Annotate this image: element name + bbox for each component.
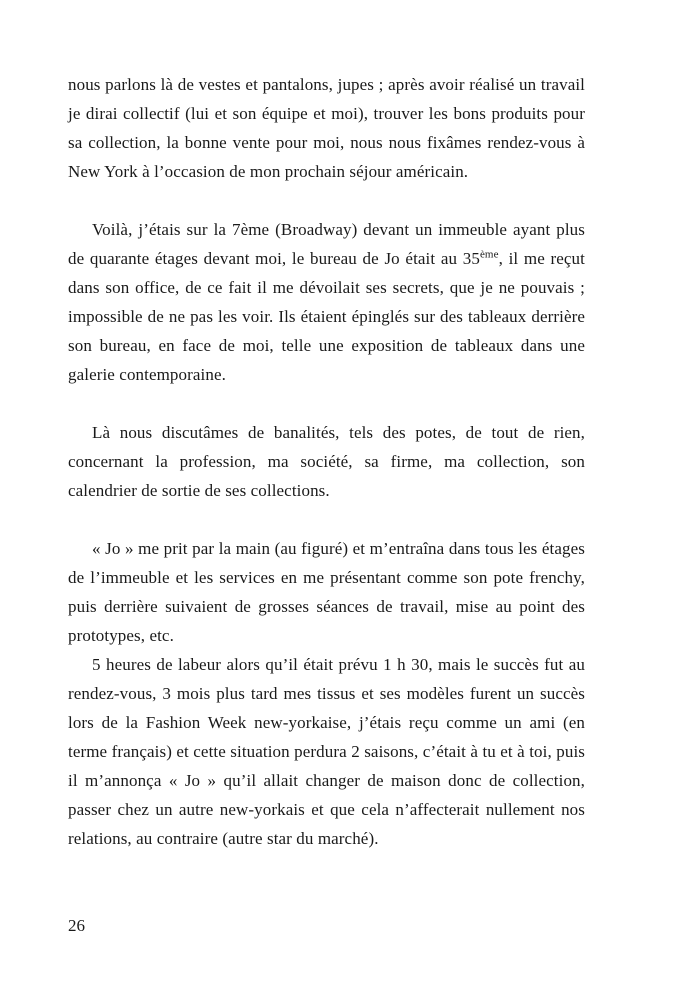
paragraph: « Jo » me prit par la main (au figuré) et m’entraîna dans tous les étages de l’immeuble et les services en me présentant comme son pote frenchy, puis derrière suivaient de grosses séances de travail, mise au point des prototypes, etc.	[68, 539, 585, 645]
page-text	[68, 70, 585, 853]
paragraph: Voilà, j’étais sur la 7ème (Broadway) devant un immeuble ayant plus de quarante étages devant moi, le bureau de Jo était au 35ème, il me reçut dans son office, de ce fait il me dévoilait ses secrets, que je ne pouvais ; impossible de ne pas les voir. Ils étaient épinglés sur des tableaux derrière son bureau, en face de moi, telle une exposition de tableaux dans une galerie contemporaine.	[68, 220, 585, 384]
paragraph: 5 heures de labeur alors qu’il était prévu 1 h 30, mais le succès fut au rendez-vous, 3 mois plus tard mes tissus et ses modèles furent un succès lors de la Fashion Week new-yorkaise, j’étais reçu comme un ami (en terme français) et cette situation perdura 2 saisons, c’était à tu et à toi, puis il m’annonça « Jo » qu’il allait changer de maison donc de collection, passer chez un autre new-yorkais et que cela n’affecterait nullement nos relations, au contraire (autre star du marché).	[68, 655, 585, 848]
paragraph: Là nous discutâmes de banalités, tels des potes, de tout de rien, concernant la profession, ma société, sa firme, ma collection, son calendrier de sortie de ses collections.	[68, 423, 585, 500]
paragraph: nous parlons là de vestes et pantalons, jupes ; après avoir réalisé un travail je dirai collectif (lui et son équipe et moi), trouver les bons produits pour sa collection, la bonne vente pour moi, nous nous fixâmes rendez-vous à New York à l’occasion de mon prochain séjour américain.	[68, 75, 585, 181]
ordinal-superscript: ème	[479, 248, 499, 261]
page-number: 26	[68, 916, 85, 935]
